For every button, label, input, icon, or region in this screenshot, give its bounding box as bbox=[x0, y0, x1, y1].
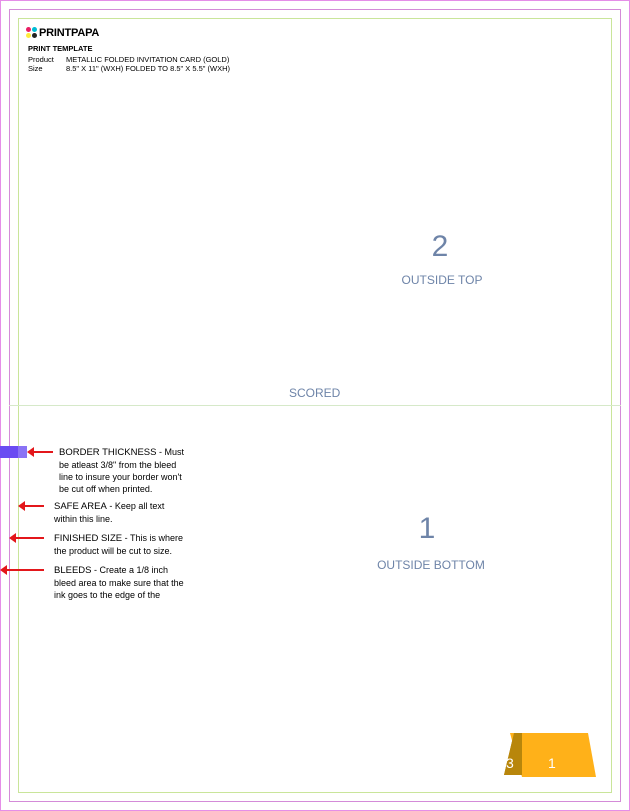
legend-border-line: be cut off when printed. bbox=[59, 484, 153, 494]
size-label: Size bbox=[28, 64, 43, 73]
legend-safe-line: within this line. bbox=[54, 514, 113, 524]
size-value: 8.5" X 11" (WXH) FOLDED TO 8.5" X 5.5" (WXH) bbox=[66, 64, 231, 73]
brand-logo bbox=[26, 27, 99, 39]
legend-border bbox=[59, 446, 209, 495]
folded-card-icon bbox=[500, 730, 600, 780]
legend-finished-line: - This is where bbox=[124, 533, 183, 543]
arrow-left-icon bbox=[33, 451, 53, 453]
fold-label: SCORED bbox=[289, 386, 341, 400]
brand-name: PRINTPAPA bbox=[39, 27, 100, 39]
fold-back-number: 3 bbox=[506, 755, 514, 771]
legend-border-line: line to insure your border won't bbox=[59, 472, 182, 482]
panel-top-number: 2 bbox=[431, 230, 449, 263]
legend-bleeds-line: ink goes to the edge of the bbox=[54, 590, 161, 600]
legend-safe-label: SAFE AREA bbox=[54, 501, 107, 512]
legend-bleeds-label: BLEEDS bbox=[54, 565, 92, 576]
legend-safe-line: - Keep all text bbox=[109, 501, 165, 511]
panel-bottom-label: OUTSIDE BOTTOM bbox=[377, 558, 485, 572]
score-line bbox=[9, 405, 621, 406]
arrow-left-icon bbox=[15, 537, 44, 539]
product-row bbox=[28, 55, 229, 64]
legend-border-label: BORDER THICKNESS bbox=[59, 447, 157, 458]
arrow-left-icon bbox=[24, 505, 44, 507]
legend-finished-line: the product will be cut to size. bbox=[54, 546, 173, 556]
legend-finished bbox=[54, 532, 214, 557]
legend-finished-label: FINISHED SIZE bbox=[54, 533, 123, 544]
size-row bbox=[28, 64, 230, 73]
template-title: PRINT TEMPLATE bbox=[28, 44, 93, 53]
product-value: METALLIC FOLDED INVITATION CARD (GOLD) bbox=[66, 55, 230, 64]
arrow-left-icon bbox=[6, 569, 44, 571]
border-thickness-swatch bbox=[0, 446, 27, 458]
panel-bottom-number: 1 bbox=[418, 512, 436, 545]
logo-dots-icon bbox=[26, 27, 38, 39]
panel-top-label: OUTSIDE TOP bbox=[401, 273, 483, 287]
legend-bleeds-line: - Create a 1/8 inch bbox=[94, 565, 169, 575]
legend-border-line: - Must bbox=[159, 447, 185, 457]
legend-bleeds-line: bleed area to make sure that the bbox=[54, 578, 184, 588]
fold-front-number: 1 bbox=[548, 755, 556, 771]
legend-safe bbox=[54, 500, 214, 525]
legend-border-line: be atleast 3/8" from the bleed bbox=[59, 460, 177, 470]
product-label: Product bbox=[28, 55, 54, 64]
legend-bleeds bbox=[54, 564, 214, 601]
